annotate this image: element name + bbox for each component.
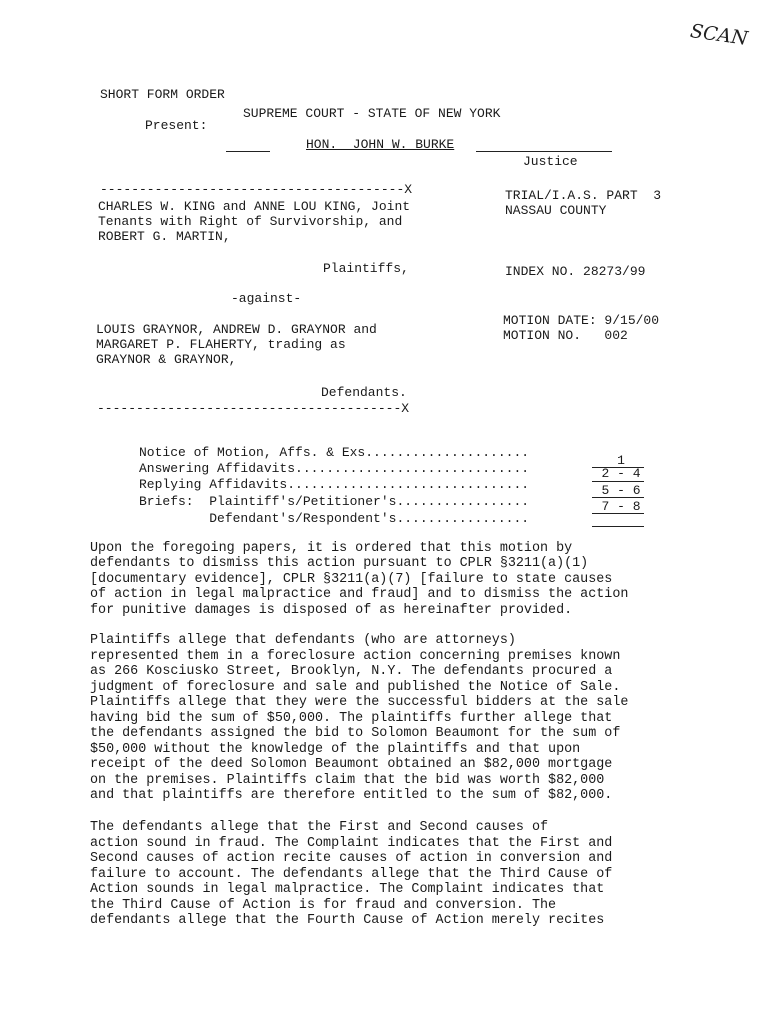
paper-number-rule	[592, 513, 644, 514]
defendants-label: Defendants.	[321, 385, 407, 400]
motion-number: MOTION NO. 002	[503, 328, 628, 343]
paragraph-line: as 266 Kosciusko Street, Brooklyn, N.Y. The defendants procured a	[90, 664, 613, 679]
paper-label: Defendant's/Respondent's.................	[139, 511, 530, 526]
county: NASSAU COUNTY	[505, 203, 607, 218]
paragraph-line: Plaintiffs allege that they were the successful bidders at the sale	[90, 695, 629, 710]
paper-label: Notice of Motion, Affs. & Exs.....................	[139, 445, 530, 460]
trial-part: TRIAL/I.A.S. PART 3	[505, 188, 662, 203]
paragraph-motion	[90, 541, 680, 618]
paper-number: 2 - 4	[601, 466, 641, 481]
present-label: Present:	[145, 118, 208, 133]
paper-label: Briefs: Plaintiff's/Petitioner's.................	[139, 494, 530, 509]
paper-label: Answering Affidavits..............................	[139, 461, 530, 476]
paragraph-line: Second causes of action recite causes of action in conversion and	[90, 851, 613, 866]
paper-number-rule	[592, 481, 644, 482]
paragraph-line: Action sounds in legal malpractice. The Complaint indicates that	[90, 882, 605, 897]
plaintiff-line-1: CHARLES W. KING and ANNE LOU KING, Joint	[98, 199, 411, 214]
paragraph-line: failure to account. The defendants allege that the Third Cause of	[90, 866, 613, 882]
paper-number-rule	[592, 526, 644, 527]
paper-number-rule	[592, 497, 644, 498]
against-label: -against-	[231, 291, 302, 306]
paragraph-line: $50,000 without the knowledge of the plaintiffs and that upon	[90, 741, 581, 757]
paragraph-line: on the premises. Plaintiffs claim that the bid was worth $82,000	[90, 772, 605, 788]
plaintiffs-label: Plaintiffs,	[323, 261, 409, 276]
paragraph-line: the defendants assigned the bid to Solomon Beaumont for the sum of	[90, 726, 621, 741]
paragraph-line: for punitive damages is disposed of as hereinafter provided.	[90, 602, 573, 618]
court-name: SUPREME COURT - STATE OF NEW YORK	[243, 106, 501, 121]
judge-name: HON. JOHN W. BURKE	[306, 137, 455, 152]
paragraph-line: defendants allege that the Fourth Cause of Action merely recites	[90, 913, 605, 928]
paper-number: 5 - 6	[601, 483, 641, 498]
paragraph-line: receipt of the deed Solomon Beaumont obtained an $82,000 mortgage	[90, 757, 613, 772]
caption-divider-bottom: ---------------------------------------X	[97, 401, 410, 416]
judge-underline-right	[476, 151, 612, 152]
paragraph-line: Upon the foregoing papers, it is ordered that this motion by	[90, 541, 573, 556]
paragraph-line: judgment of foreclosure and sale and published the Notice of Sale.	[90, 679, 621, 695]
paragraph-defendants	[90, 820, 680, 929]
paragraph-line: Plaintiffs allege that defendants (who are attorneys)	[90, 633, 516, 648]
paper-number: 1	[617, 453, 625, 468]
handwritten-scan-mark: SCAN	[688, 20, 750, 50]
motion-date: MOTION DATE: 9/15/00	[503, 313, 660, 328]
paragraph-line: The defendants allege that the First and Second causes of	[90, 820, 549, 835]
paragraph-line: represented them in a foreclosure action concerning premises known	[90, 648, 621, 664]
paragraph-line: having bid the sum of $50,000. The plaintiffs further allege that	[90, 710, 613, 726]
paragraph-line: the Third Cause of Action is for fraud and conversion. The	[90, 897, 557, 913]
paper-number: 7 - 8	[601, 499, 641, 514]
plaintiff-line-2: Tenants with Right of Survivorship, and	[98, 214, 403, 229]
defendant-line-2: MARGARET P. FLAHERTY, trading as	[96, 337, 346, 352]
paragraph-line: of action in legal malpractice and fraud] and to dismiss the action	[90, 587, 629, 603]
form-type: SHORT FORM ORDER	[100, 87, 225, 102]
index-number: INDEX NO. 28273/99	[505, 264, 646, 279]
plaintiff-line-3: ROBERT G. MARTIN,	[98, 229, 231, 244]
paragraph-line: and that plaintiffs are therefore entitled to the sum of $82,000.	[90, 788, 613, 803]
paragraph-line: defendants to dismiss this action pursuant to CPLR §3211(a)(1)	[90, 556, 589, 572]
judge-title: Justice	[523, 154, 578, 169]
defendant-line-1: LOUIS GRAYNOR, ANDREW D. GRAYNOR and	[96, 322, 377, 337]
paragraph-allegations	[90, 633, 680, 804]
judge-underline-left	[226, 151, 270, 152]
defendant-line-3: GRAYNOR & GRAYNOR,	[96, 352, 237, 367]
caption-divider-top: ---------------------------------------X	[100, 182, 413, 197]
paragraph-line: action sound in fraud. The Complaint indicates that the First and	[90, 835, 613, 851]
paper-label: Replying Affidavits...............................	[139, 477, 530, 492]
paragraph-line: [documentary evidence], CPLR §3211(a)(7) [failure to state causes	[90, 571, 613, 587]
